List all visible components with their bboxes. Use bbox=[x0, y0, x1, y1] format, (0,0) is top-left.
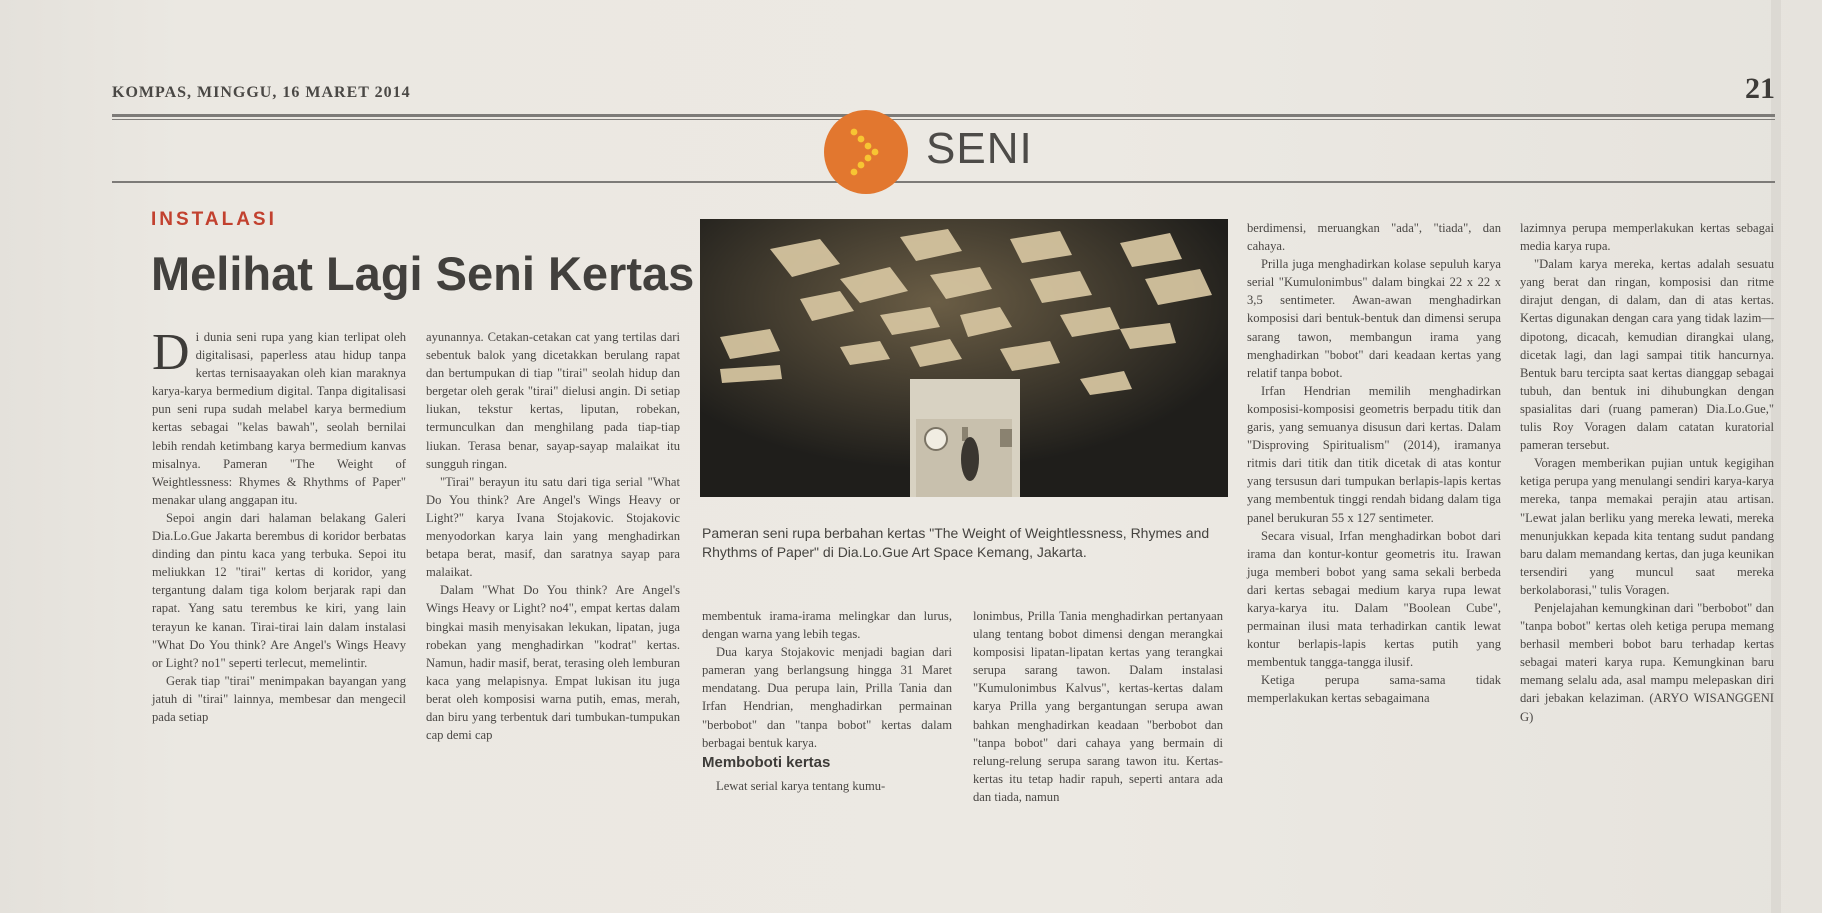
article-column-6 bbox=[1520, 219, 1774, 726]
article-paragraph: Gerak tiap "tirai" menimpakan bayangan yang jatuh di "tirai" lainnya, membesar dan mengecil pada setiap bbox=[152, 673, 406, 724]
page-number: 21 bbox=[1745, 72, 1775, 105]
article-paragraph: Voragen memberikan pujian untuk kegigihan ketiga perupa yang menulangi sendiri karya-karya mereka, tanpa memakai perajin atau artisan. "Lewat jalan berliku yang mereka lewati, mereka menunjukkan kepada kita tentang sudut pandang baru dalam memandang kertas, dan juga keunikan tersendiri yang muncul saat mereka berkolaborasi," tulis Voragen. bbox=[1520, 456, 1774, 597]
article-paragraph: "Dalam karya mereka, kertas adalah sesuatu yang berat dan ringan, komposisi dan ritme dirajut dengan, di dalam, dan di atas kertas. Kertas digunakan dengan cara yang tidak lazim—dipotong, dicacah, kemudian dirangkai ulang, dicetak lagi, dan lagi sampai titik hancurnya. Bentuk baru tercipta saat kertas dianggap sebagai tubuh, dan bentuk ini dihubungkan dengan spasialitas dari (ruang pameran) Dia.Lo.Gue," tulis Roy Voragen dalam catatan kuratorial pameran tersebut. bbox=[1520, 257, 1774, 453]
exhibition-photo bbox=[700, 219, 1228, 497]
article-paragraph: Dalam "What Do You think? Are Angel's Wings Heavy or Light? no4", empat kertas dalam bingkai masih menyisakan lekukan, lipatan, juga robekan yang menghadirkan "kodrat" kertas. Namun, hadir masif, berat, terasing oleh lemburan kaca yang melapisnya. Empat lukisan itu juga berat oleh komposisi warna putih, emas, merah, dan biru yang terbentuk dari tumbukan-tumpukan cap demi cap bbox=[426, 583, 680, 743]
article-column-2 bbox=[426, 328, 680, 744]
article-paragraph: berdimensi, meruangkan "ada", "tiada", dan cahaya. bbox=[1247, 221, 1501, 254]
article-column-1 bbox=[152, 324, 406, 726]
article-paragraph: Dua karya Stojakovic menjadi bagian dari pameran yang berlangsung hingga 31 Maret mendatang. Dua perupa lain, Prilla Tania dan Irfan Hendrian, menghadirkan permainan "berbobot" dan "tanpa bobot" kertas dalam berbagai bentuk karya. bbox=[702, 645, 952, 750]
article-column-4 bbox=[973, 607, 1223, 806]
article-paragraph: Penjelajahan kemungkinan dari "berbobot" dan "tanpa bobot" kertas oleh ketiga perupa memang berhasil memberi bobot baru terhadap kertas sebagai materi karya rupa. Kemungkinan baru memang selalu ada, asal mampu melepaskan diri dari jebakan kelaziman. (ARYO WISANGGENI G) bbox=[1520, 600, 1774, 724]
article-paragraph: membentuk irama-irama melingkar dan lurus, dengan warna yang lebih tegas. bbox=[702, 609, 952, 642]
article-column-5 bbox=[1247, 219, 1501, 708]
drop-cap: D bbox=[152, 324, 190, 381]
article-column-3 bbox=[702, 607, 952, 795]
article-paragraph: Secara visual, Irfan menghadirkan bobot dari irama dan kontur-kontur geometris itu. Irawan juga memberi bobot yang sama sekali berbeda dari kertas sebagai medium karya rupa lewat karya-karya itu. Dalam "Boolean Cube", permainan ilusi mata terhadirkan cantik lewat kontur berlapis-lapis kertas putih yang membentuk tangga-tangga ilusif. bbox=[1247, 528, 1501, 670]
paper-installation-image bbox=[700, 219, 1228, 497]
section-rule bbox=[112, 181, 1775, 183]
article-paragraph: ayunannya. Cetakan-cetakan cat yang tertilas dari sebentuk balok yang dicetakkan berulang rapat dan bertumpukan di tiap "tirai" seolah hidup dan bergetar oleh gerak "tirai" dielusi angin. Di setiap liukan, tekstur kertas, liputan, robekan, termunculkan dan menghilang pada tiap-tiap liukan. Terasa benar, sayap-sayap malaikat itu sungguh ringan. bbox=[426, 330, 680, 471]
top-rule bbox=[112, 114, 1775, 117]
chevron-right-dots-icon bbox=[824, 110, 908, 194]
article-paragraph: lonimbus, Prilla Tania menghadirkan pertanyaan ulang tentang bobot dimensi dengan merangkai komposisi lipatan-lipatan kertas yang terangkai serupa sarang tawon. Dalam instalasi "Kumulonimbus Kalvus", kertas-kertas dalam karya Prilla yang bergantungan serupa awan bahkan menghadirkan keadaan "berbobot dan "tanpa bobot" dari cahaya yang bermain di relung-relung serupa sarang tawon itu. Kertas-kertas itu tetap hadir rapuh, seperti antara ada dan tiada, namun bbox=[973, 609, 1223, 804]
article-paragraph: Prilla juga menghadirkan kolase sepuluh karya serial "Kumulonimbus" dalam bingkai 22 x 22 x 3,5 sentimeter. Awan-awan menghadirkan komposisi dari bentuk-bentuk dan dimensi serupa sarang tawon, membangun irama yang menghadirkan "bobot" dari keadaan kertas yang relatif tanpa bobot. bbox=[1247, 257, 1501, 380]
article-paragraph: Sepoi angin dari halaman belakang Galeri Dia.Lo.Gue Jakarta berembus di koridor berbatas dinding dan pintu kaca yang terbuka. Sepoi itu meliukkan 12 "tirai" kertas di koridor, yang tergantung dalam tiga kolom berjarak rapi dan rapat. Yang satu terembus ke kiri, yang lain terayun ke kanan. Tirai-tirai lain dalam instalasi "What Do You think? Are Angel's Wings Heavy or Light? no1" seperti terlecut, memelintir. bbox=[152, 510, 406, 670]
article-headline: Melihat Lagi Seni Kertas bbox=[151, 247, 695, 300]
article-paragraph: Ketiga perupa sama-sama tidak memperlakukan kertas sebagaimana bbox=[1247, 673, 1501, 706]
section-title: SENI bbox=[926, 124, 1033, 173]
article-paragraph: Di dunia seni rupa yang kian terlipat oleh digitalisasi, paperless atau hidup tanpa kertas ternisaayakan oleh kian maraknya karya-karya bermedium digital. Tanpa digitalisasi pun seni rupa sudah melabel karya bermedium kertas sebagai "kelas bawah", seolah bernilai lebih rendah ketimbang karya bermedium kanvas misalnya. Pameran "The Weight of Weightlessness: Rhymes & Rhythms of Paper" menakar ulang anggapan itu. bbox=[152, 324, 406, 507]
article-paragraph: "Tirai" berayun itu satu dari tiga serial "What Do You think? Are Angel's Wings Heavy or Light?" karya Ivana Stojakovic. Stojakovic menyodorkan karya lain yang menghadirkan betapa berat, masif, dan saratnya sayap para malaikat. bbox=[426, 474, 680, 580]
article-subheading: Memboboti kertas bbox=[702, 753, 831, 771]
article-paragraph: lazimnya perupa memperlakukan kertas sebagai media karya rupa. bbox=[1520, 221, 1774, 254]
article-paragraph: Irfan Hendrian memilih menghadirkan komposisi-komposisi geometris berpadu titik dan garis, yang semuanya disusun dari kertas. Dalam "Disproving Spiritualism" (2014), iramanya ritmis dari titik dan titik dicetak di atas kontur yang tersusun dari tumpukan berlapis-lapis kertas yang membentuk tinggi rendah bidang dalam tiga panel berukuran 55 x 127 sentimeter. bbox=[1247, 383, 1501, 525]
section-logo bbox=[824, 110, 908, 194]
top-rule-thin bbox=[112, 119, 1775, 120]
masthead-dateline: KOMPAS, MINGGU, 16 MARET 2014 bbox=[112, 84, 411, 101]
photo-caption: Pameran seni rupa berbahan kertas "The Weight of Weightlessness, Rhymes and Rhythms of Paper" di Dia.Lo.Gue Art Space Kemang, Jakarta. bbox=[702, 525, 1210, 560]
article-kicker: INSTALASI bbox=[151, 209, 277, 230]
article-paragraph: Lewat serial karya tentang kumu- bbox=[716, 778, 886, 793]
